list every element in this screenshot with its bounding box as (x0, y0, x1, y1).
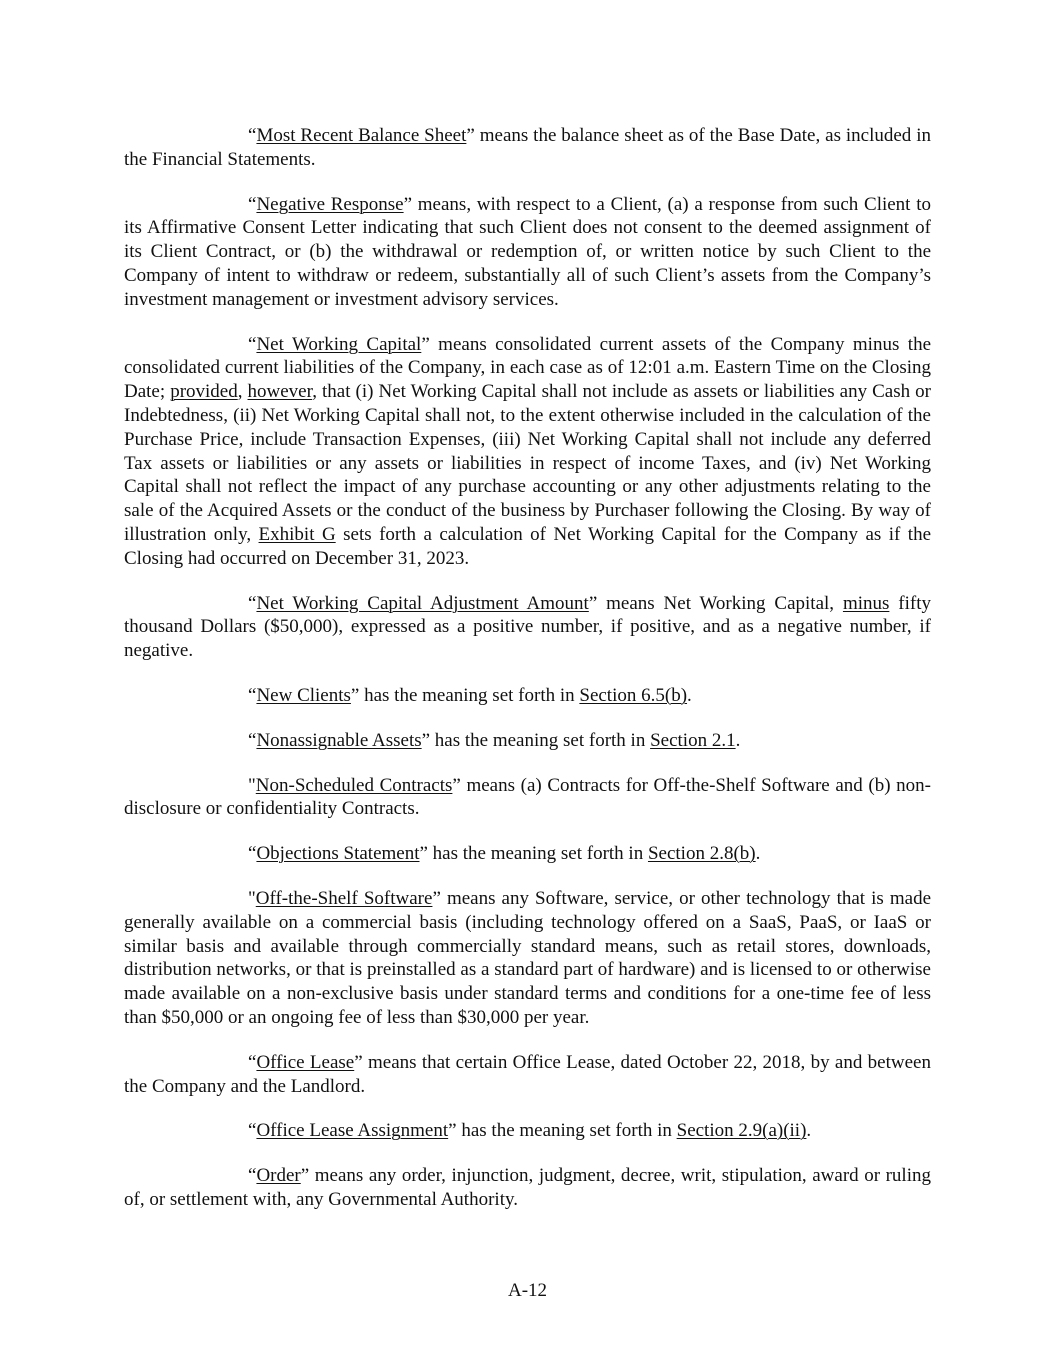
definition-text: “ (248, 729, 257, 751)
definition-text: sets forth a calculation of Net Working Capital for the Company as if the Closing had occurred on December 31, 2023. (124, 523, 931, 569)
definition-text: “ (248, 1165, 257, 1187)
definition-text: “ (248, 1120, 257, 1142)
definition-text: " (248, 774, 256, 796)
definition-nonassignable-assets (124, 729, 931, 753)
definition-text: ” means any Software, service, or other technology that is made generally available on a commercial basis (including technology offered on a SaaS, PaaS, or IaaS or similar basis and available through commercially standard means, such as retail stores, downloads, distribution networks, or that is preinstalled as a standard part of hardware) and is licensed to or otherwise made available on a non-exclusive basis under standard terms and conditions for a one-time fee of less than $50,000 or an ongoing fee of less than $30,000 per year. (124, 887, 932, 1028)
defined-term: Negative Response (256, 193, 404, 215)
defined-term: Office Lease (256, 1051, 355, 1073)
definition-text: ” has the meaning set forth in (419, 843, 648, 865)
definition-text: , (237, 381, 248, 403)
cross-reference: Section 2.1 (650, 729, 736, 751)
cross-reference: Exhibit G (258, 523, 336, 545)
defined-term: Off-the-Shelf Software (255, 887, 433, 909)
definition-text: " (248, 887, 256, 909)
cross-reference: Section 2.8(b) (647, 843, 756, 865)
defined-term: Objections Statement (256, 843, 420, 865)
cross-reference: Section 6.5(b) (579, 684, 688, 706)
definition-text: “ (248, 333, 257, 355)
document-body (124, 124, 931, 1233)
definition-text: . (755, 843, 761, 865)
definition-text: . (735, 729, 741, 751)
defined-term: Nonassignable Assets (256, 729, 422, 751)
definition-text: ” has the meaning set forth in (350, 684, 580, 706)
definition-net-working-capital-adjustment-amount (124, 592, 931, 663)
cross-reference: however (247, 381, 313, 403)
definition-text: ” means (a) Contracts for Off-the-Shelf Software and (b) non-disclosure or confidentiality Contracts. (124, 774, 931, 820)
definition-text: ” means Net Working Capital, (588, 592, 843, 614)
defined-term: Office Lease Assignment (256, 1120, 449, 1142)
definition-text: “ (248, 684, 257, 706)
cross-reference: minus (842, 592, 890, 614)
definition-office-lease-assignment (124, 1119, 931, 1143)
defined-term: Net Working Capital (256, 333, 422, 355)
definition-text: , that (i) Net Working Capital shall not include as assets or liabilities any Cash or Indebtedness, (ii) Net Working Capital shall not, to the extent otherwise included in the calculation of the Purchase Price, include Transaction Expenses, (iii) Net Working Capital shall not include any deferred Tax assets or liabilities or any assets or liabilities in respect of income Taxes, and (iv) Net Working Capital shall not reflect the impact of any purchase accounting or any other adjustments relating to the sale of the Acquired Assets or the conduct of the business by Purchaser following the Closing. By way of illustration only, (124, 381, 931, 545)
definition-objections-statement (124, 842, 931, 866)
definition-text: “ (248, 125, 257, 146)
cross-reference: Section 2.9(a)(ii) (676, 1120, 807, 1142)
defined-term: Most Recent Balance Sheet (256, 125, 467, 146)
defined-term: Non-Scheduled Contracts (255, 774, 453, 796)
definition-text: . (687, 684, 692, 706)
definition-off-the-shelf-software (124, 887, 931, 1030)
definition-text: ” means consolidated current assets of the Company minus the consolidated current liabilities of the Company, in each case as of 12:01 a.m. Eastern Time on the Closing Date; (124, 333, 932, 403)
definition-text: “ (248, 843, 257, 865)
definition-net-working-capital (124, 333, 931, 571)
definition-text: fifty thousand Dollars ($50,000), expressed as a positive number, if positive, and as a negative number, if negative. (124, 592, 931, 662)
definition-text: . (806, 1120, 812, 1142)
definition-text: ” means that certain Office Lease, dated October 22, 2018, by and between the Company and the Landlord. (124, 1051, 931, 1097)
definition-order (124, 1164, 931, 1212)
definition-text: ” has the meaning set forth in (448, 1120, 677, 1142)
definition-non-scheduled-contracts (124, 774, 931, 822)
definition-new-clients (124, 684, 931, 708)
definition-office-lease (124, 1051, 931, 1099)
defined-term: Net Working Capital Adjustment Amount (256, 592, 589, 614)
definition-text: ” has the meaning set forth in (421, 729, 651, 751)
definition-text: ” means any order, injunction, judgment, decree, writ, stipulation, award or ruling of, or settlement with, any Governmental Authority. (124, 1165, 931, 1210)
cross-reference: provided (170, 381, 238, 403)
definition-text: “ (248, 1051, 257, 1073)
definition-text: ” means the balance sheet as of the Base Date, as included in the Financial Statements. (124, 125, 931, 170)
definition-text: “ (248, 592, 257, 614)
defined-term: Order (256, 1165, 301, 1187)
definition-most-recent-balance-sheet (124, 124, 931, 172)
page-number: A-12 (507, 1280, 548, 1301)
definition-text: ” means, with respect to a Client, (a) a response from such Client to its Affirmative Consent Letter indicating that such Client does not consent to the deemed assignment of its Client Contract, or (b) the withdrawal or redemption of, or written notice by such Client to the Company of intent to withdraw or redeem, substantially all of such Client’s assets from the Company’s investment management or investment advisory services. (124, 193, 931, 310)
definition-text: “ (248, 193, 257, 215)
definition-negative-response (124, 193, 931, 312)
defined-term: New Clients (256, 684, 351, 706)
